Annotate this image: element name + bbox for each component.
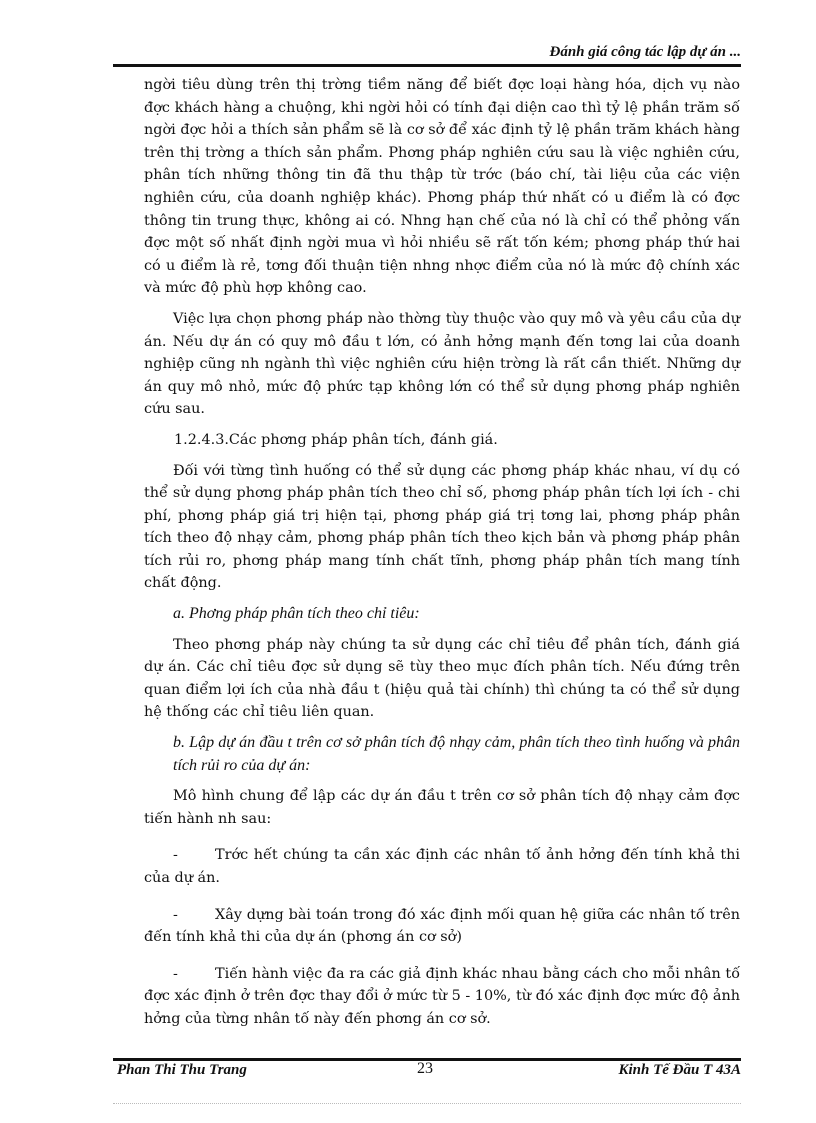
section-heading: 1.2.4.3.Các phơng pháp phân tích, đánh giá. xyxy=(174,431,498,448)
paragraph-1: ngời tiêu dùng trên thị trờng tiềm năng để biết đợc loại hàng hóa, dịch vụ nào đợc khách hàng a chuộng, khi ngời hỏi có tính đại diện cao thì tỷ lệ phần trăm số ngời đợc hỏi a thích sản phẩm sẽ là cơ sở để xác định tỷ lệ phần trăm khách hàng trên thị trờng a thích sản phẩm. Phơng pháp nghiên cứu sau là việc nghiên cứu, phân tích những thông tin đã thu thập từ trớc (báo chí, tài liệu của các viện nghiên cứu, của doanh nghiệp khác). Phơng pháp thứ nhất có u điểm là có đợc thông tin trung thực, không ai có. Nhng hạn chế của nó là chỉ có thể phỏng vấn đợc một số nhất định ngời mua vì hỏi nhiều sẽ rất tốn kém; phơng pháp thứ hai có u điểm là rẻ, tơng đối thuận tiện nhng nhợc điểm của nó là mức độ chính xác và mức độ phù hợp không cao. xyxy=(144,77,740,297)
paragraph-4: Theo phơng pháp này chúng ta sử dụng các chỉ tiêu để phân tích, đánh giá dự án. Các chỉ tiêu đợc sử dụng sẽ tùy theo mục đích phân tích. Nếu đứng trên quan điểm lợi ích của nhà đầu t (hiệu quả tài chính) thì chúng ta có thể sử dụng hệ thống các chỉ tiêu liên quan. xyxy=(144,636,740,721)
bullet-dash: - xyxy=(173,965,178,982)
list-item xyxy=(144,963,740,1031)
header-rule xyxy=(113,64,741,67)
subheading-b: b. Lập dự án đầu t trên cơ sở phân tích độ nhạy cảm, phân tích theo tình huống và phân tích rủi ro của dự án: xyxy=(173,734,740,774)
footer-author: Phan Thi Thu Trang xyxy=(117,1062,247,1078)
list-item-text: Xây dựng bài toán trong đó xác định mối quan hệ giữa các nhân tố trên đến tính khả thi của dự án (phơng án cơ sở) xyxy=(144,906,740,946)
list-item xyxy=(144,904,740,949)
paragraph-5: Mô hình chung để lập các dự án đầu t trên cơ sở phân tích độ nhạy cảm đợc tiến hành nh sau: xyxy=(144,788,740,827)
bullet-dash: - xyxy=(173,847,178,864)
page-footer xyxy=(117,1060,741,1084)
footer-class: Kinh Tế Đầu T 43A xyxy=(618,1062,741,1078)
page-bottom-divider xyxy=(113,1103,741,1104)
bullet-dash: - xyxy=(173,906,178,923)
subheading-a: a. Phơng pháp phân tích theo chỉ tiêu: xyxy=(173,605,420,623)
list-item-text: Tiến hành việc đa ra các giả định khác nhau bằng cách cho mỗi nhân tố đợc xác định ở trên đợc thay đổi ở mức từ 5 - 10%, từ đó xác định đợc mức độ ảnh hởng của từng nhân tố này đến phơng án cơ sở. xyxy=(144,965,740,1027)
list-item-text: Trớc hết chúng ta cần xác định các nhân tố ảnh hởng đến tính khả thi của dự án. xyxy=(144,847,740,886)
page-body xyxy=(144,74,740,1031)
paragraph-2: Việc lựa chọn phơng pháp nào thờng tùy thuộc vào quy mô và yêu cầu của dự án. Nếu dự án có quy mô đầu t lớn, có ảnh hởng mạnh đến tơng lai của doanh nghiệp cũng nh ngành thì việc nghiên cứu hiện trờng là rất cần thiết. Những dự án quy mô nhỏ, mức độ phức tạp không lớn có thể sử dụng phơng pháp nghiên cứu sau. xyxy=(144,310,740,418)
list-item xyxy=(144,844,740,889)
paragraph-3: Đối với từng tình huống có thể sử dụng các phơng pháp khác nhau, ví dụ có thể sử dụng phơng pháp phân tích theo chỉ số, phơng pháp phân tích lợi ích - chi phí, phơng pháp giá trị hiện tại, phơng pháp giá trị tơng lai, phơng pháp phân tích theo độ nhạy cảm, phơng pháp phân tích theo kịch bản và phơng pháp phân tích rủi ro, phơng pháp mang tính chất tĩnh, phơng pháp phân tích mang tính chất động. xyxy=(144,462,740,592)
page-number: 23 xyxy=(417,1060,433,1077)
running-header: Đánh giá công tác lập dự án ... xyxy=(549,44,741,60)
